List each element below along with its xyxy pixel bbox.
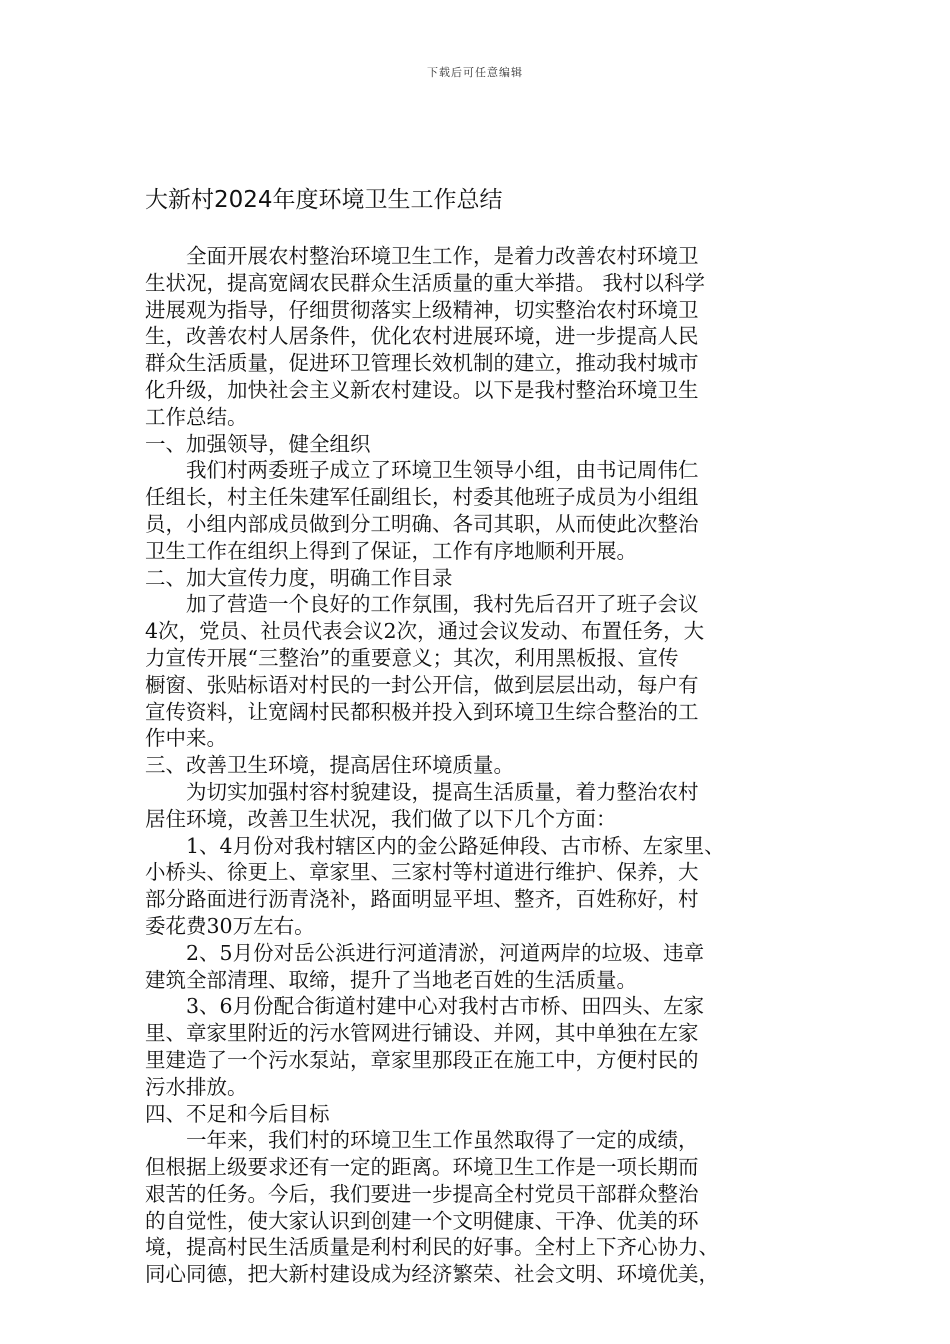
body-line: 生，改善农村人居条件，优化农村进展环境，进一步提高人民 (145, 324, 699, 349)
document-body (145, 243, 810, 1288)
body-line: 全面开展农村整治环境卫生工作，是着力改善农村环境卫 (145, 244, 699, 268)
body-line: 1、4月份对我村辖区内的金公路延伸段、古市桥、左家里、 (145, 833, 725, 858)
body-line: 力宣传开展“三整治”的重要意义；其次，利用黑板报、宣传 (145, 645, 679, 670)
body-line: 生状况，提高宽阔农民群众生活质量的重大举措。 我村以科学 (145, 270, 706, 295)
body-line: 建筑全部清理、取缔，提升了当地老百姓的生活质量。 (145, 967, 637, 992)
body-line: 卫生工作在组织上得到了保证，工作有序地顺利开展。 (145, 538, 637, 563)
header-note: 下载后可任意编辑 (427, 66, 523, 79)
body-line: 我们村两委班子成立了环境卫生领导小组，由书记周伟仁 (145, 458, 699, 483)
body-line: 里建造了一个污水泵站，章家里那段正在施工中，方便村民的 (145, 1047, 699, 1072)
body-line: 里、章家里附近的污水管网进行铺设、并网，其中单独在左家 (145, 1021, 699, 1046)
section-heading: 三、改善卫生环境，提高居住环境质量。 (145, 753, 514, 778)
body-line: 的自觉性，使大家认识到创建一个文明健康、干净、优美的环 (145, 1208, 699, 1233)
body-line: 加了营造一个良好的工作氛围，我村先后召开了班子会议 (145, 592, 699, 617)
body-line: 化升级，加快社会主义新农村建设。以下是我村整治环境卫生 (145, 377, 699, 402)
body-line: 委花费30万左右。 (145, 913, 315, 938)
body-line: 部分路面进行沥青浇补，路面明显平坦、整齐，百姓称好，村 (145, 887, 699, 912)
body-line: 4次，党员、社员代表会议2次，通过会议发动、布置任务，大 (145, 619, 705, 644)
body-line: 进展观为指导，仔细贯彻落实上级精神，切实整治农村环境卫 (145, 297, 699, 322)
body-line: 居住环境，改善卫生状况，我们做了以下几个方面： (145, 806, 617, 831)
document-title: 大新村2024年度环境卫生工作总结 (145, 187, 503, 213)
body-line: 小桥头、徐更上、章家里、三家村等村道进行维护、保养，大 (145, 860, 699, 885)
body-line: 宣传资料，让宽阔村民都积极并投入到环境卫生综合整治的工 (145, 699, 699, 724)
body-line: 作中来。 (145, 726, 227, 751)
body-line: 污水排放。 (145, 1074, 248, 1099)
body-line: 任组长，村主任朱建军任副组长，村委其他班子成员为小组组 (145, 485, 699, 510)
body-line: 同心同德，把大新村建设成为经济繁荣、社会文明、环境优美， (145, 1262, 719, 1287)
body-line: 群众生活质量，促进环卫管理长效机制的建立，推动我村城市 (145, 351, 699, 376)
body-line: 工作总结。 (145, 404, 248, 429)
body-line: 为切实加强村容村貌建设，提高生活质量，着力整治农村 (145, 779, 699, 804)
section-heading: 四、不足和今后目标 (145, 1101, 330, 1126)
body-line: 2、5月份对岳公浜进行河道清淤，河道两岸的垃圾、违章 (145, 940, 705, 965)
body-line: 艰苦的任务。今后，我们要进一步提高全村党员干部群众整治 (145, 1181, 699, 1206)
section-heading: 二、加大宣传力度，明确工作目录 (145, 565, 453, 590)
body-line: 一年来，我们村的环境卫生工作虽然取得了一定的成绩， (145, 1128, 699, 1153)
body-line: 3、6月份配合街道村建中心对我村古市桥、田四头、左家 (145, 994, 705, 1019)
body-line: 橱窗、张贴标语对村民的一封公开信，做到层层出动，每户有 (145, 672, 699, 697)
section-heading: 一、加强领导，健全组织 (145, 431, 371, 456)
body-line: 员，小组内部成员做到分工明确、各司其职，从而使此次整治 (145, 511, 699, 536)
body-line: 但根据上级要求还有一定的距离。环境卫生工作是一项长期而 (145, 1155, 699, 1180)
body-line: 境，提高村民生活质量是利村利民的好事。全村上下齐心协力、 (145, 1235, 719, 1260)
